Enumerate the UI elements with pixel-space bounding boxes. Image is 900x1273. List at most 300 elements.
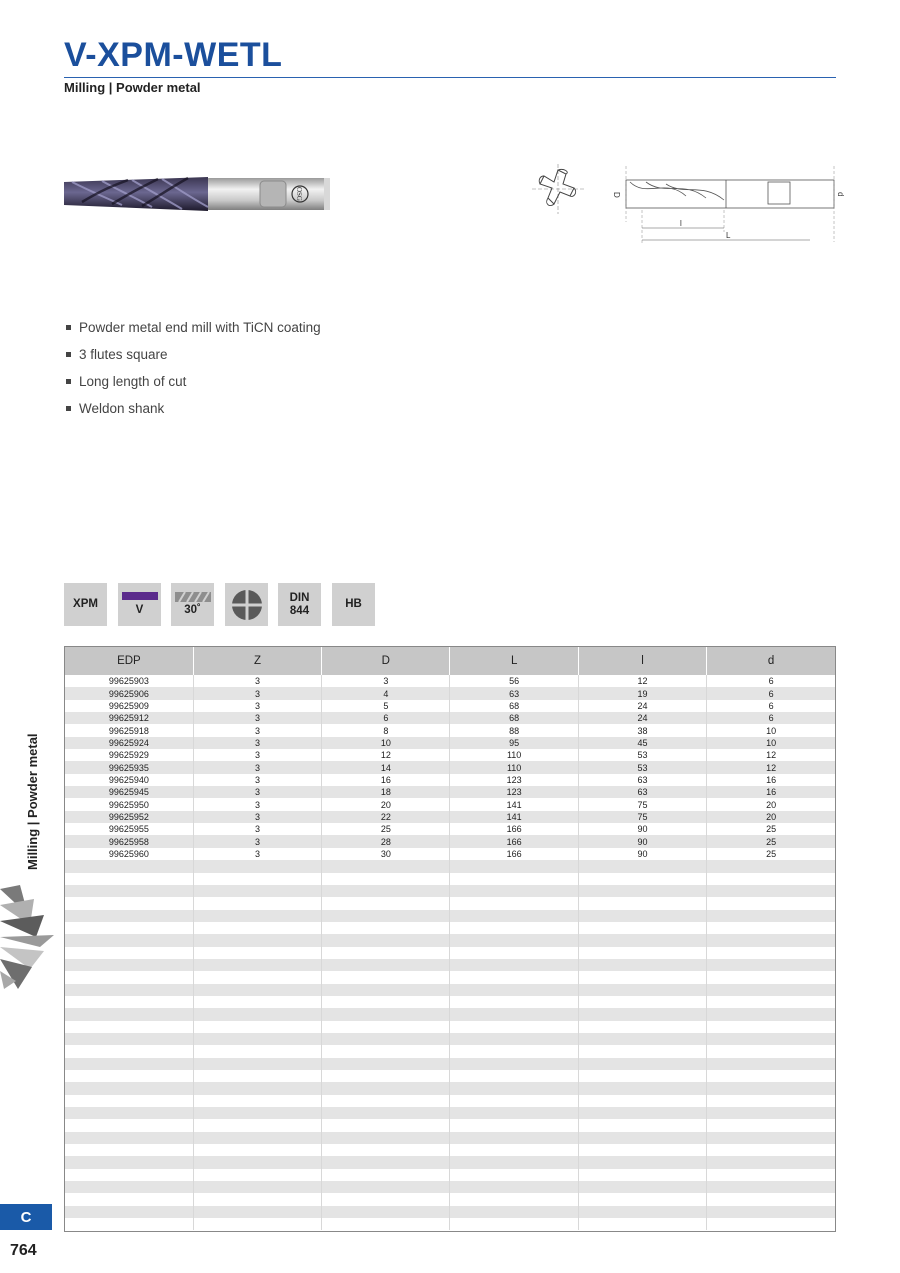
table-row [65,848,835,860]
din-label: DIN [289,591,310,604]
table-row [65,712,835,724]
table-cell: 12 [707,749,835,761]
table-cell: 99625935 [65,761,193,773]
table-cell [65,1144,193,1156]
column-header-d: d [707,647,835,675]
table-cell: 30 [322,848,450,860]
table-cell [193,897,321,909]
table-cell [578,1095,706,1107]
table-cell: 90 [578,835,706,847]
feature-item [64,372,321,399]
table-row-empty [65,971,835,983]
table-cell [578,1144,706,1156]
table-cell [193,1045,321,1057]
table-row-empty [65,1082,835,1094]
table-cell [193,860,321,872]
table-cell: 10 [322,737,450,749]
table-cell: 20 [707,811,835,823]
table-cell [578,971,706,983]
table-cell: 38 [578,724,706,736]
table-cell: 99625924 [65,737,193,749]
table-cell [578,873,706,885]
table-row [65,798,835,810]
table-cell [65,1119,193,1131]
table-cell: 63 [578,786,706,798]
table-cell [707,1045,835,1057]
table-cell [193,971,321,983]
table-cell [322,1193,450,1205]
material-label: XPM [73,598,98,610]
table-cell: 110 [450,761,578,773]
table-cell: 141 [450,798,578,810]
table-cell [578,897,706,909]
table-cell [193,1169,321,1181]
table-row-empty [65,1169,835,1181]
table-cell [193,1058,321,1070]
table-cell [65,1181,193,1193]
table-cell [193,1193,321,1205]
din-number: 844 [289,604,310,617]
table-cell [322,947,450,959]
table-cell [65,1021,193,1033]
table-cell: 166 [450,835,578,847]
table-cell [578,1169,706,1181]
table-row [65,700,835,712]
table-cell [65,1033,193,1045]
column-header-l: l [578,647,706,675]
table-cell: 123 [450,786,578,798]
table-cell [193,947,321,959]
table-cell [65,959,193,971]
table-cell [707,984,835,996]
table-cell [450,860,578,872]
table-cell: 99625906 [65,687,193,699]
table-row-empty [65,922,835,934]
table-cell [65,922,193,934]
feature-item [64,345,321,372]
table-cell [193,1082,321,1094]
table-cell [707,1082,835,1094]
table-cell [450,885,578,897]
table-cell [707,860,835,872]
table-cell [707,1021,835,1033]
table-cell [193,1008,321,1020]
table-cell: 53 [578,761,706,773]
table-cell [578,1119,706,1131]
dim-label-L: L [726,231,731,240]
table-cell [707,1156,835,1168]
table-cell [193,910,321,922]
cross-section-drawing [530,162,590,216]
table-row-empty [65,1181,835,1193]
table-cell: 19 [578,687,706,699]
table-cell: 68 [450,700,578,712]
material-xpm-icon [64,583,107,626]
table-row-empty [65,984,835,996]
table-cell: 56 [450,675,578,687]
table-cell [65,1218,193,1230]
table-cell [578,1181,706,1193]
four-quadrant-circle-icon [230,588,264,622]
table-cell: 3 [193,786,321,798]
bullet-icon [66,325,71,330]
table-cell [193,873,321,885]
table-cell [322,860,450,872]
table-cell [707,947,835,959]
table-row [65,774,835,786]
table-cell: 3 [193,737,321,749]
coating-label: V [135,604,144,616]
table-cell [707,1181,835,1193]
table-row [65,737,835,749]
table-cell [450,1021,578,1033]
table-cell [450,922,578,934]
table-cell: 99625958 [65,835,193,847]
table-cell [65,873,193,885]
table-cell [193,885,321,897]
table-row [65,823,835,835]
table-cell: 16 [707,774,835,786]
table-cell [450,1095,578,1107]
table-cell: 53 [578,749,706,761]
table-cell [578,1058,706,1070]
table-row-empty [65,1107,835,1119]
table-row [65,749,835,761]
table-cell [578,947,706,959]
table-cell: 24 [578,712,706,724]
column-header-z: Z [193,647,321,675]
table-cell [707,1095,835,1107]
table-cell [707,1058,835,1070]
table-cell [578,1021,706,1033]
table-cell [322,1008,450,1020]
table-cell [65,1156,193,1168]
feature-text: 3 flutes square [79,347,168,362]
table-cell: 99625940 [65,774,193,786]
table-row-empty [65,860,835,872]
table-cell [578,1082,706,1094]
dim-label-d: d [836,192,845,197]
table-cell [707,1206,835,1218]
table-cell [322,934,450,946]
table-cell [65,897,193,909]
table-cell: 10 [707,724,835,736]
table-row-empty [65,1119,835,1131]
table-cell [65,1206,193,1218]
table-cell: 166 [450,848,578,860]
table-row-empty [65,947,835,959]
end-mill-photo [62,172,334,216]
table-cell [450,984,578,996]
table-cell [578,1206,706,1218]
table-cell [578,1008,706,1020]
table-cell: 3 [193,823,321,835]
table-cell [450,1206,578,1218]
table-cell [322,922,450,934]
table-cell [707,971,835,983]
table-row [65,835,835,847]
table-cell [65,1008,193,1020]
table-cell [450,897,578,909]
table-row [65,761,835,773]
table-cell [578,959,706,971]
table-cell [450,910,578,922]
table-row-empty [65,1045,835,1057]
table-cell: 90 [578,848,706,860]
table-cell [65,1193,193,1205]
side-section-label: Milling | Powder metal [25,733,40,870]
table-cell [193,1033,321,1045]
table-cell: 6 [322,712,450,724]
table-cell [65,910,193,922]
table-cell [322,885,450,897]
table-cell: 6 [707,687,835,699]
table-cell [193,1132,321,1144]
table-cell [193,959,321,971]
table-cell [578,934,706,946]
column-header-D: D [322,647,450,675]
table-cell [322,1033,450,1045]
dim-label-D: D [612,192,621,198]
table-cell [450,934,578,946]
table-cell [193,996,321,1008]
table-cell [65,971,193,983]
table-cell [450,1193,578,1205]
table-row-empty [65,897,835,909]
table-cell: 3 [322,675,450,687]
table-cell [450,947,578,959]
table-cell: 3 [193,811,321,823]
table-cell [322,1144,450,1156]
table-cell [450,1082,578,1094]
table-cell [193,922,321,934]
table-cell: 99625929 [65,749,193,761]
din-standard-icon [278,583,321,626]
shank-label: HB [345,598,362,610]
table-row-empty [65,910,835,922]
table-cell [707,1169,835,1181]
table-cell [193,1206,321,1218]
table-cell: 25 [707,823,835,835]
table-cell [707,910,835,922]
table-cell [578,885,706,897]
table-cell [193,1218,321,1230]
table-cell: 3 [193,675,321,687]
table-cell: 25 [707,848,835,860]
table-cell: 3 [193,700,321,712]
table-row-empty [65,1193,835,1205]
table-cell [193,1070,321,1082]
table-cell: 12 [707,761,835,773]
table-cell: 110 [450,749,578,761]
table-cell: 3 [193,761,321,773]
table-row [65,675,835,687]
table-cell [707,897,835,909]
table-cell: 4 [322,687,450,699]
table-cell [193,1156,321,1168]
table-cell [707,873,835,885]
table-body [65,675,835,1230]
table-cell [707,1008,835,1020]
table-cell [450,1070,578,1082]
table-cell [65,860,193,872]
table-cell: 99625903 [65,675,193,687]
table-cell [65,1095,193,1107]
table-cell: 166 [450,823,578,835]
table-row-empty [65,1132,835,1144]
table-cell [707,996,835,1008]
table-cell [322,897,450,909]
table-cell: 12 [578,675,706,687]
table-row [65,687,835,699]
table-cell: 14 [322,761,450,773]
table-cell [193,984,321,996]
column-header-edp: EDP [65,647,193,675]
table-row-empty [65,959,835,971]
table-cell [450,1156,578,1168]
table-cell: 20 [707,798,835,810]
table-row-empty [65,885,835,897]
table-row-empty [65,1033,835,1045]
bullet-icon [66,379,71,384]
osg-logo-text: OSG [295,186,303,202]
table-cell: 5 [322,700,450,712]
coating-color-bar [122,592,158,600]
table-cell [322,1119,450,1131]
table-cell [193,1095,321,1107]
table-cell: 3 [193,712,321,724]
table-cell: 95 [450,737,578,749]
table-cell [65,1082,193,1094]
table-cell [322,1206,450,1218]
table-cell [450,1144,578,1156]
dim-label-l: l [680,219,682,228]
table-cell [450,873,578,885]
table-cell [450,1107,578,1119]
table-cell [322,1070,450,1082]
table-row-empty [65,1058,835,1070]
table-cell: 99625960 [65,848,193,860]
table-cell: 6 [707,712,835,724]
table-cell [707,1070,835,1082]
table-row-empty [65,996,835,1008]
table-cell: 141 [450,811,578,823]
table-cell [322,1181,450,1193]
table-row-empty [65,1008,835,1020]
table-cell [707,1033,835,1045]
table-cell: 75 [578,811,706,823]
table-cell [322,1132,450,1144]
table-cell [322,1218,450,1230]
table-cell: 20 [322,798,450,810]
table-cell [578,1193,706,1205]
table-cell: 68 [450,712,578,724]
bullet-icon [66,406,71,411]
table-cell: 3 [193,848,321,860]
table-row-empty [65,1206,835,1218]
helix-label: 30˚ [184,604,201,616]
feature-item [64,318,321,345]
table-cell [65,996,193,1008]
table-cell [707,1107,835,1119]
table-cell: 63 [450,687,578,699]
table-cell [578,1070,706,1082]
table-cell [450,1119,578,1131]
table-cell [65,934,193,946]
table-cell [450,959,578,971]
table-cell [322,996,450,1008]
table-cell [193,1119,321,1131]
bullet-icon [66,352,71,357]
table-cell [450,1033,578,1045]
table-cell [65,1070,193,1082]
table-header-row [65,647,835,675]
page-number: 764 [10,1242,37,1259]
table-cell: 25 [707,835,835,847]
table-cell: 16 [322,774,450,786]
table-cell: 22 [322,811,450,823]
table-cell: 3 [193,798,321,810]
table-cell [65,1169,193,1181]
table-cell: 8 [322,724,450,736]
table-cell [322,959,450,971]
table-cell [450,1169,578,1181]
table-cell: 3 [193,774,321,786]
table-cell [322,873,450,885]
table-row-empty [65,873,835,885]
table-cell [322,1058,450,1070]
feature-text: Powder metal end mill with TiCN coating [79,320,321,335]
table-cell [322,1169,450,1181]
feature-list [64,318,321,426]
table-cell [450,1045,578,1057]
feature-item [64,399,321,426]
table-cell [193,934,321,946]
table-cell [450,971,578,983]
table-cell [65,1045,193,1057]
table-cell: 6 [707,675,835,687]
table-cell [578,1045,706,1057]
table-cell: 99625912 [65,712,193,724]
table-cell [578,1132,706,1144]
table-cell [707,934,835,946]
table-cell [578,984,706,996]
table-cell: 123 [450,774,578,786]
table-cell [707,1119,835,1131]
table-cell: 18 [322,786,450,798]
table-row-empty [65,1144,835,1156]
table-cell [450,996,578,1008]
table-cell [322,1095,450,1107]
coating-v-icon [118,583,161,626]
table-cell: 10 [707,737,835,749]
table-cell [322,1082,450,1094]
table-cell [578,1033,706,1045]
table-cell: 3 [193,835,321,847]
table-cell: 88 [450,724,578,736]
table-row [65,811,835,823]
page-subtitle: Milling | Powder metal [64,80,201,95]
table-cell [707,885,835,897]
section-tab: C [0,1204,52,1230]
table-cell: 16 [707,786,835,798]
table-cell [578,922,706,934]
table-cell: 99625945 [65,786,193,798]
table-cell [707,1218,835,1230]
table-cell [707,1193,835,1205]
table-cell [65,1058,193,1070]
table-cell [450,1132,578,1144]
